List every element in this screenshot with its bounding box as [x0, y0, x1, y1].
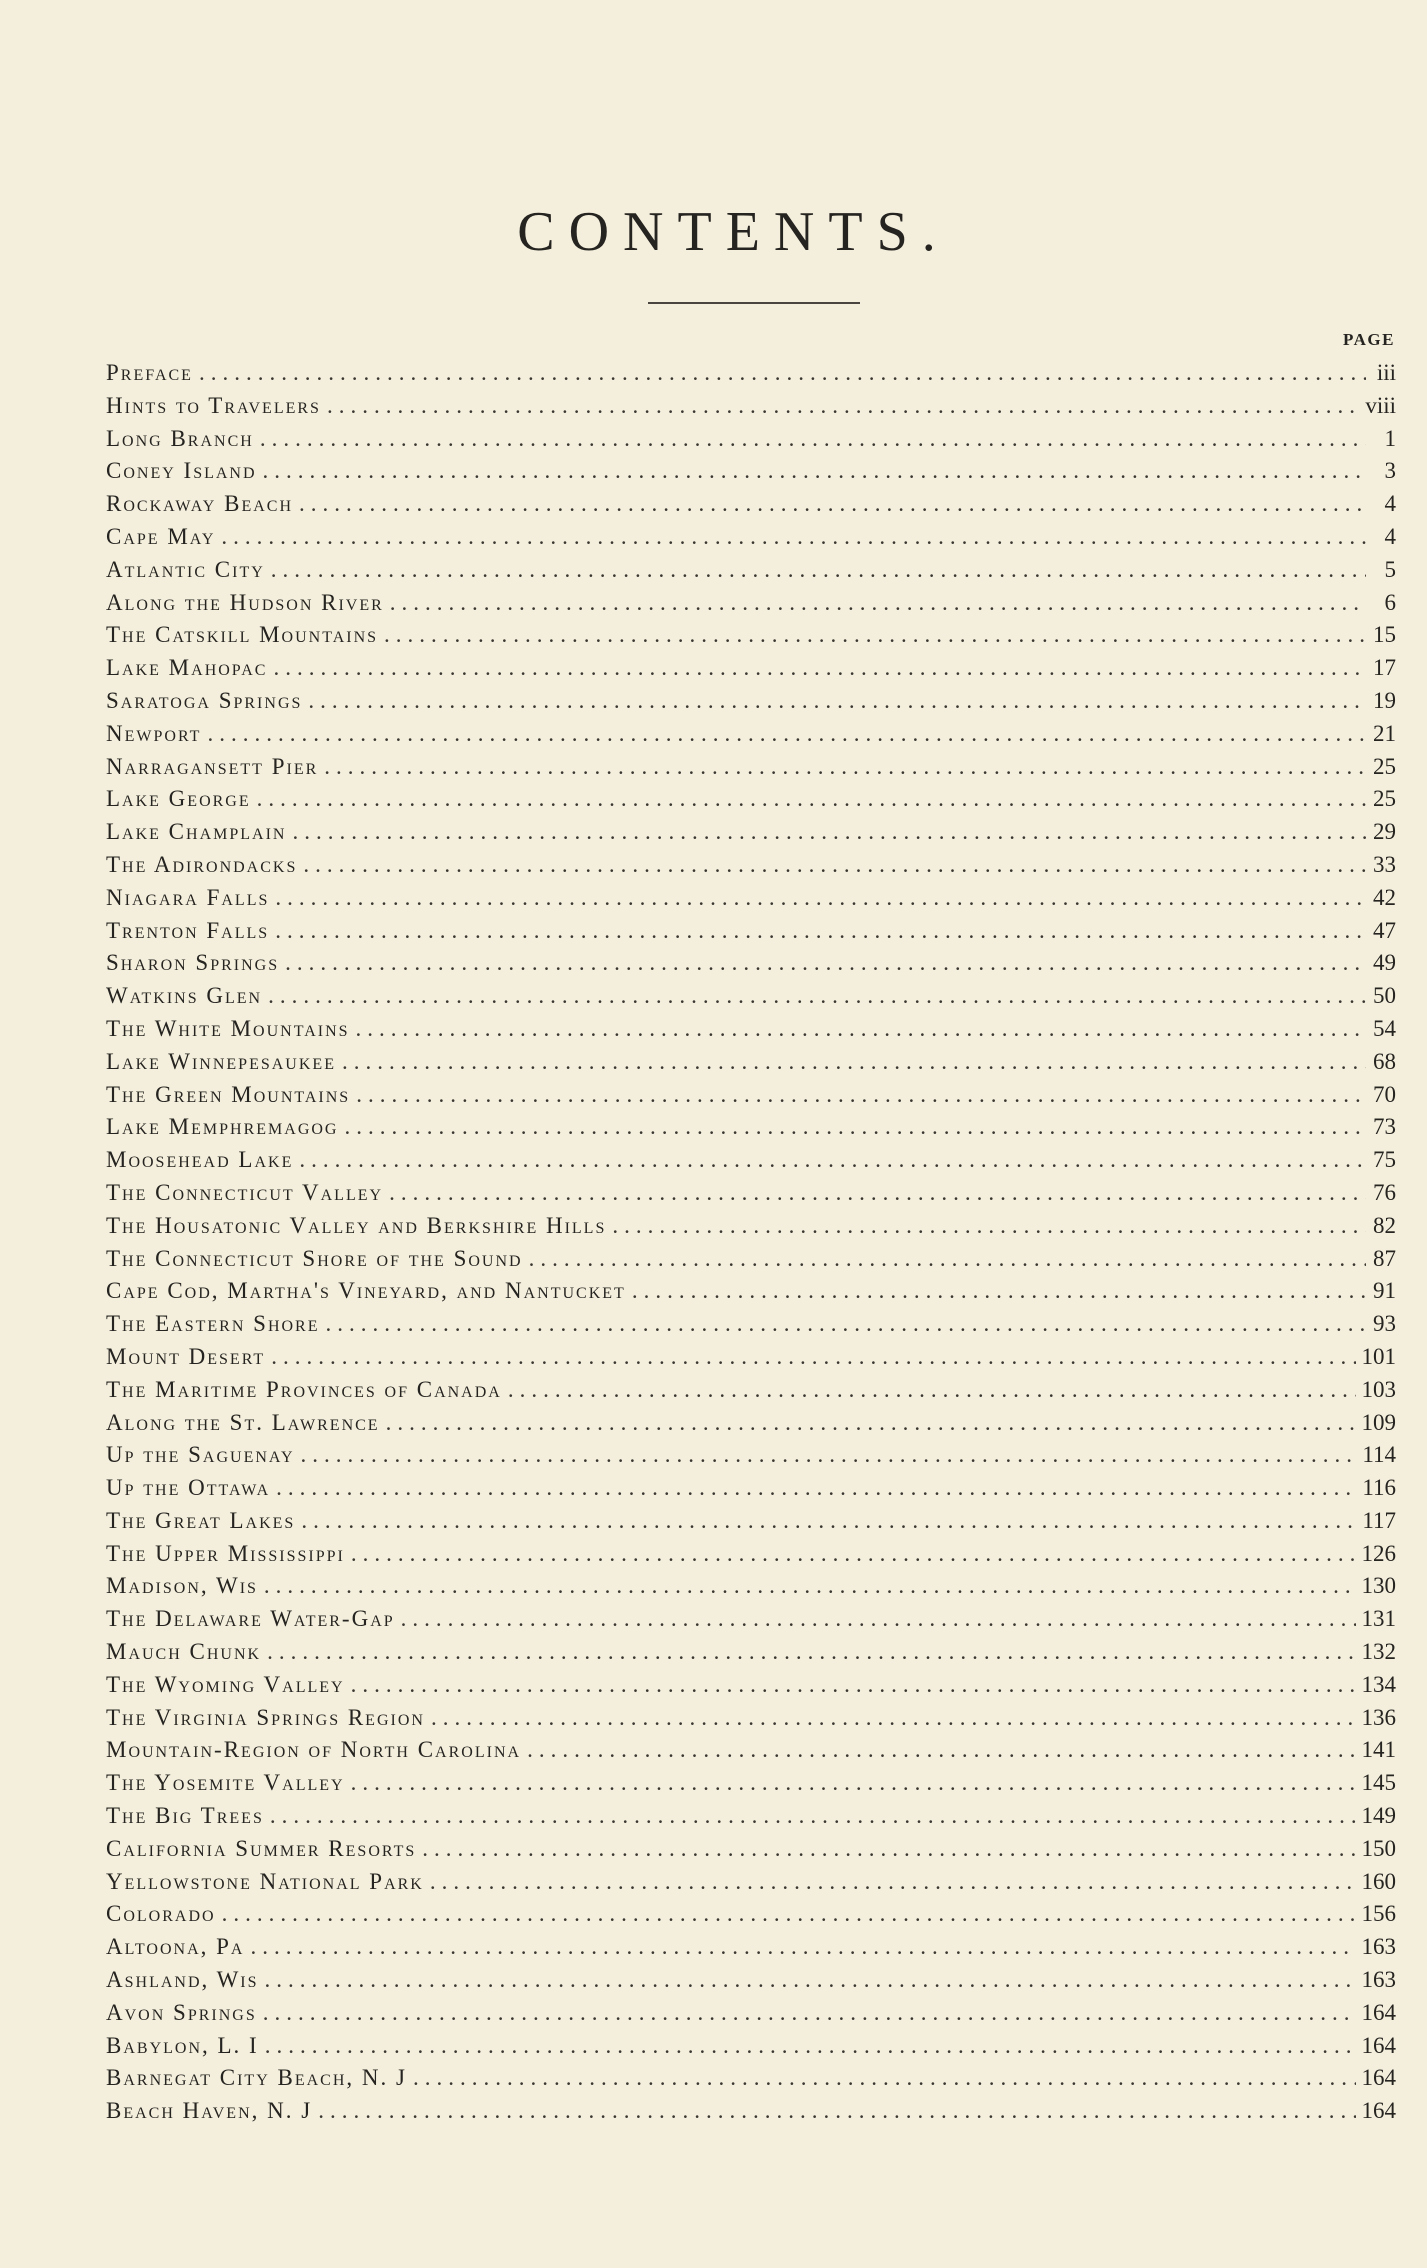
entry-title: Avon Springs: [106, 1999, 257, 2025]
entry-title: Atlantic City: [106, 556, 265, 582]
dot-leader: [527, 1734, 1355, 1767]
dot-leader: [263, 1997, 1356, 2030]
page-column-header: PAGE: [1343, 330, 1395, 349]
dot-leader: [271, 1341, 1355, 1374]
entry-title: Cape May: [106, 523, 216, 549]
entry-page-number: 141: [1361, 1737, 1396, 1763]
contents-list: [106, 357, 1396, 2128]
entry-page-number: 25: [1373, 753, 1396, 779]
entry-title: Barnegat City Beach, N. J: [106, 2065, 407, 2091]
dot-leader: [390, 587, 1366, 620]
entry-title: Madison, Wis: [106, 1573, 258, 1599]
entry-title: Rockaway Beach: [106, 491, 294, 517]
contents-entry: [106, 1275, 1396, 1308]
entry-page-number: 103: [1361, 1376, 1396, 1402]
dot-leader: [303, 849, 1366, 882]
dot-leader: [199, 357, 1366, 390]
dot-leader: [276, 1472, 1356, 1505]
dot-leader: [327, 390, 1359, 423]
entry-title: Ashland, Wis: [106, 1967, 259, 1993]
entry-title: Babylon, L. I: [106, 2032, 259, 2058]
entry-page-number: 164: [1361, 2032, 1396, 2058]
entry-page-number: 76: [1373, 1179, 1396, 1205]
dot-leader: [285, 947, 1366, 980]
entry-page-number: 134: [1361, 1671, 1396, 1697]
entry-page-number: 6: [1384, 589, 1396, 615]
entry-page-number: 91: [1373, 1278, 1396, 1304]
dot-leader: [351, 1538, 1356, 1571]
contents-entry: [106, 1767, 1396, 1800]
entry-page-number: 54: [1373, 1015, 1396, 1041]
contents-entry: [106, 1374, 1396, 1407]
entry-title: The Housatonic Valley and Berkshire Hills: [106, 1212, 607, 1238]
entry-page-number: 33: [1373, 851, 1396, 877]
entry-title: The Big Trees: [106, 1803, 264, 1829]
contents-entry: [106, 1603, 1396, 1636]
entry-page-number: 101: [1361, 1343, 1396, 1369]
entry-page-number: 163: [1361, 1967, 1396, 1993]
entry-title: Lake Winnepesaukee: [106, 1048, 336, 1074]
dot-leader: [324, 751, 1366, 784]
entry-page-number: 50: [1373, 983, 1396, 1009]
contents-entry: [106, 783, 1396, 816]
dot-leader: [351, 1669, 1356, 1702]
dot-leader: [264, 1570, 1356, 1603]
dot-leader: [356, 1013, 1366, 1046]
contents-entry: [106, 1439, 1396, 1472]
contents-entry: [106, 1898, 1396, 1931]
entry-title: The Connecticut Valley: [106, 1179, 384, 1205]
entry-title: Altoona, Pa: [106, 1934, 245, 1960]
contents-entry: [106, 882, 1396, 915]
dot-leader: [431, 1702, 1356, 1735]
entry-title: Narragansett Pier: [106, 753, 319, 779]
contents-entry: [106, 619, 1396, 652]
entry-page-number: 25: [1373, 786, 1396, 812]
contents-entry: [106, 849, 1396, 882]
contents-entry: [106, 816, 1396, 849]
entry-title: The White Mountains: [106, 1015, 350, 1041]
dot-leader: [267, 1636, 1355, 1669]
contents-entry: [106, 357, 1396, 390]
contents-entry: [106, 2062, 1396, 2095]
entry-page-number: iii: [1376, 360, 1396, 385]
entry-page-number: 73: [1373, 1114, 1396, 1140]
entry-page-number: 5: [1384, 556, 1396, 582]
dot-leader: [632, 1275, 1366, 1308]
dot-leader: [222, 1898, 1356, 1931]
entry-title: The Adirondacks: [106, 851, 298, 877]
entry-page-number: 150: [1361, 1835, 1396, 1861]
dot-leader: [351, 1767, 1356, 1800]
dot-leader: [263, 455, 1366, 488]
dot-leader: [257, 783, 1366, 816]
dot-leader: [292, 816, 1366, 849]
entry-page-number: 163: [1361, 1934, 1396, 1960]
contents-entry: [106, 1407, 1396, 1440]
entry-title: Watkins Glen: [106, 983, 263, 1009]
entry-page-number: 164: [1361, 1999, 1396, 2025]
entry-title: The Great Lakes: [106, 1507, 296, 1533]
title-rule: [648, 302, 860, 304]
entry-page-number: 68: [1373, 1048, 1396, 1074]
dot-leader: [389, 1177, 1366, 1210]
contents-entry: [106, 1046, 1396, 1079]
entry-page-number: 145: [1361, 1770, 1396, 1796]
entry-title: Coney Island: [106, 458, 257, 484]
entry-title: Mountain-Region of North Carolina: [106, 1737, 522, 1763]
contents-entry: [106, 554, 1396, 587]
entry-title: Long Branch: [106, 425, 254, 451]
entry-title: Along the St. Lawrence: [106, 1409, 380, 1435]
contents-entry: [106, 1341, 1396, 1374]
contents-entry: [106, 1079, 1396, 1112]
entry-title: The Delaware Water-Gap: [106, 1606, 395, 1632]
dot-leader: [413, 2062, 1356, 2095]
entry-title: The Green Mountains: [106, 1081, 351, 1107]
contents-entry: [106, 1866, 1396, 1899]
contents-entry: [106, 455, 1396, 488]
entry-page-number: 116: [1362, 1475, 1396, 1501]
contents-entry: [106, 1931, 1396, 1964]
entry-title: The Virginia Springs Region: [106, 1704, 425, 1730]
dot-leader: [299, 488, 1366, 521]
entry-page-number: 93: [1373, 1311, 1396, 1337]
entry-title: The Connecticut Shore of the Sound: [106, 1245, 523, 1271]
dot-leader: [318, 2095, 1355, 2128]
entry-page-number: 136: [1361, 1704, 1396, 1730]
entry-title: The Wyoming Valley: [106, 1671, 345, 1697]
dot-leader: [250, 1931, 1355, 1964]
contents-entry: [106, 1964, 1396, 1997]
contents-entry: [106, 1997, 1396, 2030]
dot-leader: [344, 1111, 1366, 1144]
contents-entry: [106, 1669, 1396, 1702]
entry-page-number: 47: [1373, 917, 1396, 943]
dot-leader: [273, 652, 1366, 685]
entry-title: Newport: [106, 720, 202, 746]
dot-leader: [430, 1866, 1356, 1899]
contents-entry: [106, 2095, 1396, 2128]
entry-title: Mount Desert: [106, 1343, 266, 1369]
entry-page-number: viii: [1365, 392, 1396, 418]
contents-entry: [106, 1210, 1396, 1243]
entry-title: The Catskill Mountains: [106, 622, 379, 648]
contents-entry: [106, 423, 1396, 456]
dot-leader: [301, 1439, 1357, 1472]
dot-leader: [386, 1407, 1356, 1440]
entry-page-number: 117: [1362, 1507, 1396, 1533]
entry-page-number: 156: [1361, 1901, 1396, 1927]
contents-entry: [106, 2030, 1396, 2063]
contents-entry: [106, 1472, 1396, 1505]
entry-page-number: 29: [1373, 819, 1396, 845]
dot-leader: [275, 915, 1366, 948]
dot-leader: [207, 718, 1366, 751]
entry-title: Hints to Travelers: [106, 392, 321, 418]
entry-page-number: 164: [1361, 2065, 1396, 2091]
contents-entry: [106, 915, 1396, 948]
entry-title: Colorado: [106, 1901, 216, 1927]
contents-entry: [106, 1243, 1396, 1276]
entry-title: Mauch Chunk: [106, 1639, 262, 1665]
entry-page-number: 21: [1373, 720, 1396, 746]
contents-entry: [106, 1505, 1396, 1538]
entry-page-number: 126: [1361, 1540, 1396, 1566]
contents-entry: [106, 980, 1396, 1013]
entry-page-number: 164: [1361, 2098, 1396, 2124]
contents-entry: [106, 1570, 1396, 1603]
contents-entry: [106, 751, 1396, 784]
entry-title: The Eastern Shore: [106, 1311, 320, 1337]
dot-leader: [529, 1243, 1366, 1276]
dot-leader: [326, 1308, 1367, 1341]
contents-entry: [106, 1308, 1396, 1341]
dot-leader: [268, 980, 1366, 1013]
dot-leader: [265, 2030, 1356, 2063]
contents-entry: [106, 947, 1396, 980]
entry-title: Cape Cod, Martha's Vineyard, and Nantucket: [106, 1278, 626, 1304]
contents-entry: [106, 1538, 1396, 1571]
entry-title: Beach Haven, N. J: [106, 2098, 313, 2124]
dot-leader: [308, 685, 1366, 718]
entry-title: Up the Saguenay: [106, 1442, 295, 1468]
contents-entry: [106, 1734, 1396, 1767]
contents-entry: [106, 1636, 1396, 1669]
dot-leader: [299, 1144, 1366, 1177]
entry-page-number: 160: [1361, 1868, 1396, 1894]
dot-leader: [265, 1964, 1356, 1997]
entry-page-number: 75: [1373, 1147, 1396, 1173]
entry-title: Sharon Springs: [106, 950, 280, 976]
entry-title: Lake Champlain: [106, 819, 287, 845]
entry-page-number: 4: [1384, 491, 1396, 517]
entry-title: The Upper Mississippi: [106, 1540, 345, 1566]
dot-leader: [275, 882, 1366, 915]
dot-leader: [270, 1800, 1356, 1833]
dot-leader: [260, 423, 1366, 456]
contents-entry: [106, 685, 1396, 718]
entry-title: The Maritime Provinces of Canada: [106, 1376, 502, 1402]
entry-title: Yellowstone National Park: [106, 1868, 424, 1894]
contents-entry: [106, 1144, 1396, 1177]
dot-leader: [612, 1210, 1366, 1243]
entry-page-number: 130: [1361, 1573, 1396, 1599]
contents-entry: [106, 390, 1396, 423]
entry-page-number: 3: [1384, 458, 1396, 484]
entry-title: The Yosemite Valley: [106, 1770, 345, 1796]
contents-entry: [106, 652, 1396, 685]
entry-page-number: 4: [1384, 523, 1396, 549]
entry-page-number: 114: [1362, 1442, 1396, 1468]
entry-title: Moosehead Lake: [106, 1147, 294, 1173]
entry-title: California Summer Resorts: [106, 1835, 417, 1861]
contents-entry: [106, 488, 1396, 521]
entry-page-number: 149: [1361, 1803, 1396, 1829]
entry-title: Trenton Falls: [106, 917, 270, 943]
entry-title: Lake George: [106, 786, 251, 812]
contents-entry: [106, 587, 1396, 620]
dot-leader: [508, 1374, 1356, 1407]
entry-page-number: 70: [1373, 1081, 1396, 1107]
entry-page-number: 132: [1361, 1639, 1396, 1665]
entry-page-number: 15: [1373, 622, 1396, 648]
entry-page-number: 17: [1373, 655, 1396, 681]
dot-leader: [356, 1079, 1366, 1112]
dot-leader: [401, 1603, 1356, 1636]
entry-title: Lake Memphremagog: [106, 1114, 339, 1140]
entry-title: Lake Mahopac: [106, 655, 268, 681]
dot-leader: [342, 1046, 1366, 1079]
entry-page-number: 131: [1361, 1606, 1396, 1632]
contents-entry: [106, 1833, 1396, 1866]
contents-entry: [106, 1702, 1396, 1735]
entry-page-number: 1: [1384, 425, 1396, 451]
entry-title: Up the Ottawa: [106, 1475, 271, 1501]
contents-entry: [106, 1177, 1396, 1210]
entry-page-number: 19: [1373, 687, 1396, 713]
entry-title: Along the Hudson River: [106, 589, 384, 615]
contents-entry: [106, 1013, 1396, 1046]
entry-page-number: 42: [1373, 884, 1396, 910]
entry-page-number: 109: [1361, 1409, 1396, 1435]
entry-title: Niagara Falls: [106, 884, 270, 910]
entry-page-number: 49: [1373, 950, 1396, 976]
entry-title: Saratoga Springs: [106, 687, 303, 713]
contents-entry: [106, 1800, 1396, 1833]
contents-entry: [106, 718, 1396, 751]
contents-entry: [106, 521, 1396, 554]
dot-leader: [384, 619, 1366, 652]
contents-entry: [106, 1111, 1396, 1144]
entry-page-number: 82: [1373, 1212, 1396, 1238]
page-title: CONTENTS.: [517, 201, 950, 263]
dot-leader: [422, 1833, 1355, 1866]
entry-title: Preface: [106, 360, 193, 385]
dot-leader: [271, 554, 1366, 587]
dot-leader: [301, 1505, 1356, 1538]
entry-page-number: 87: [1373, 1245, 1396, 1271]
dot-leader: [221, 521, 1366, 554]
